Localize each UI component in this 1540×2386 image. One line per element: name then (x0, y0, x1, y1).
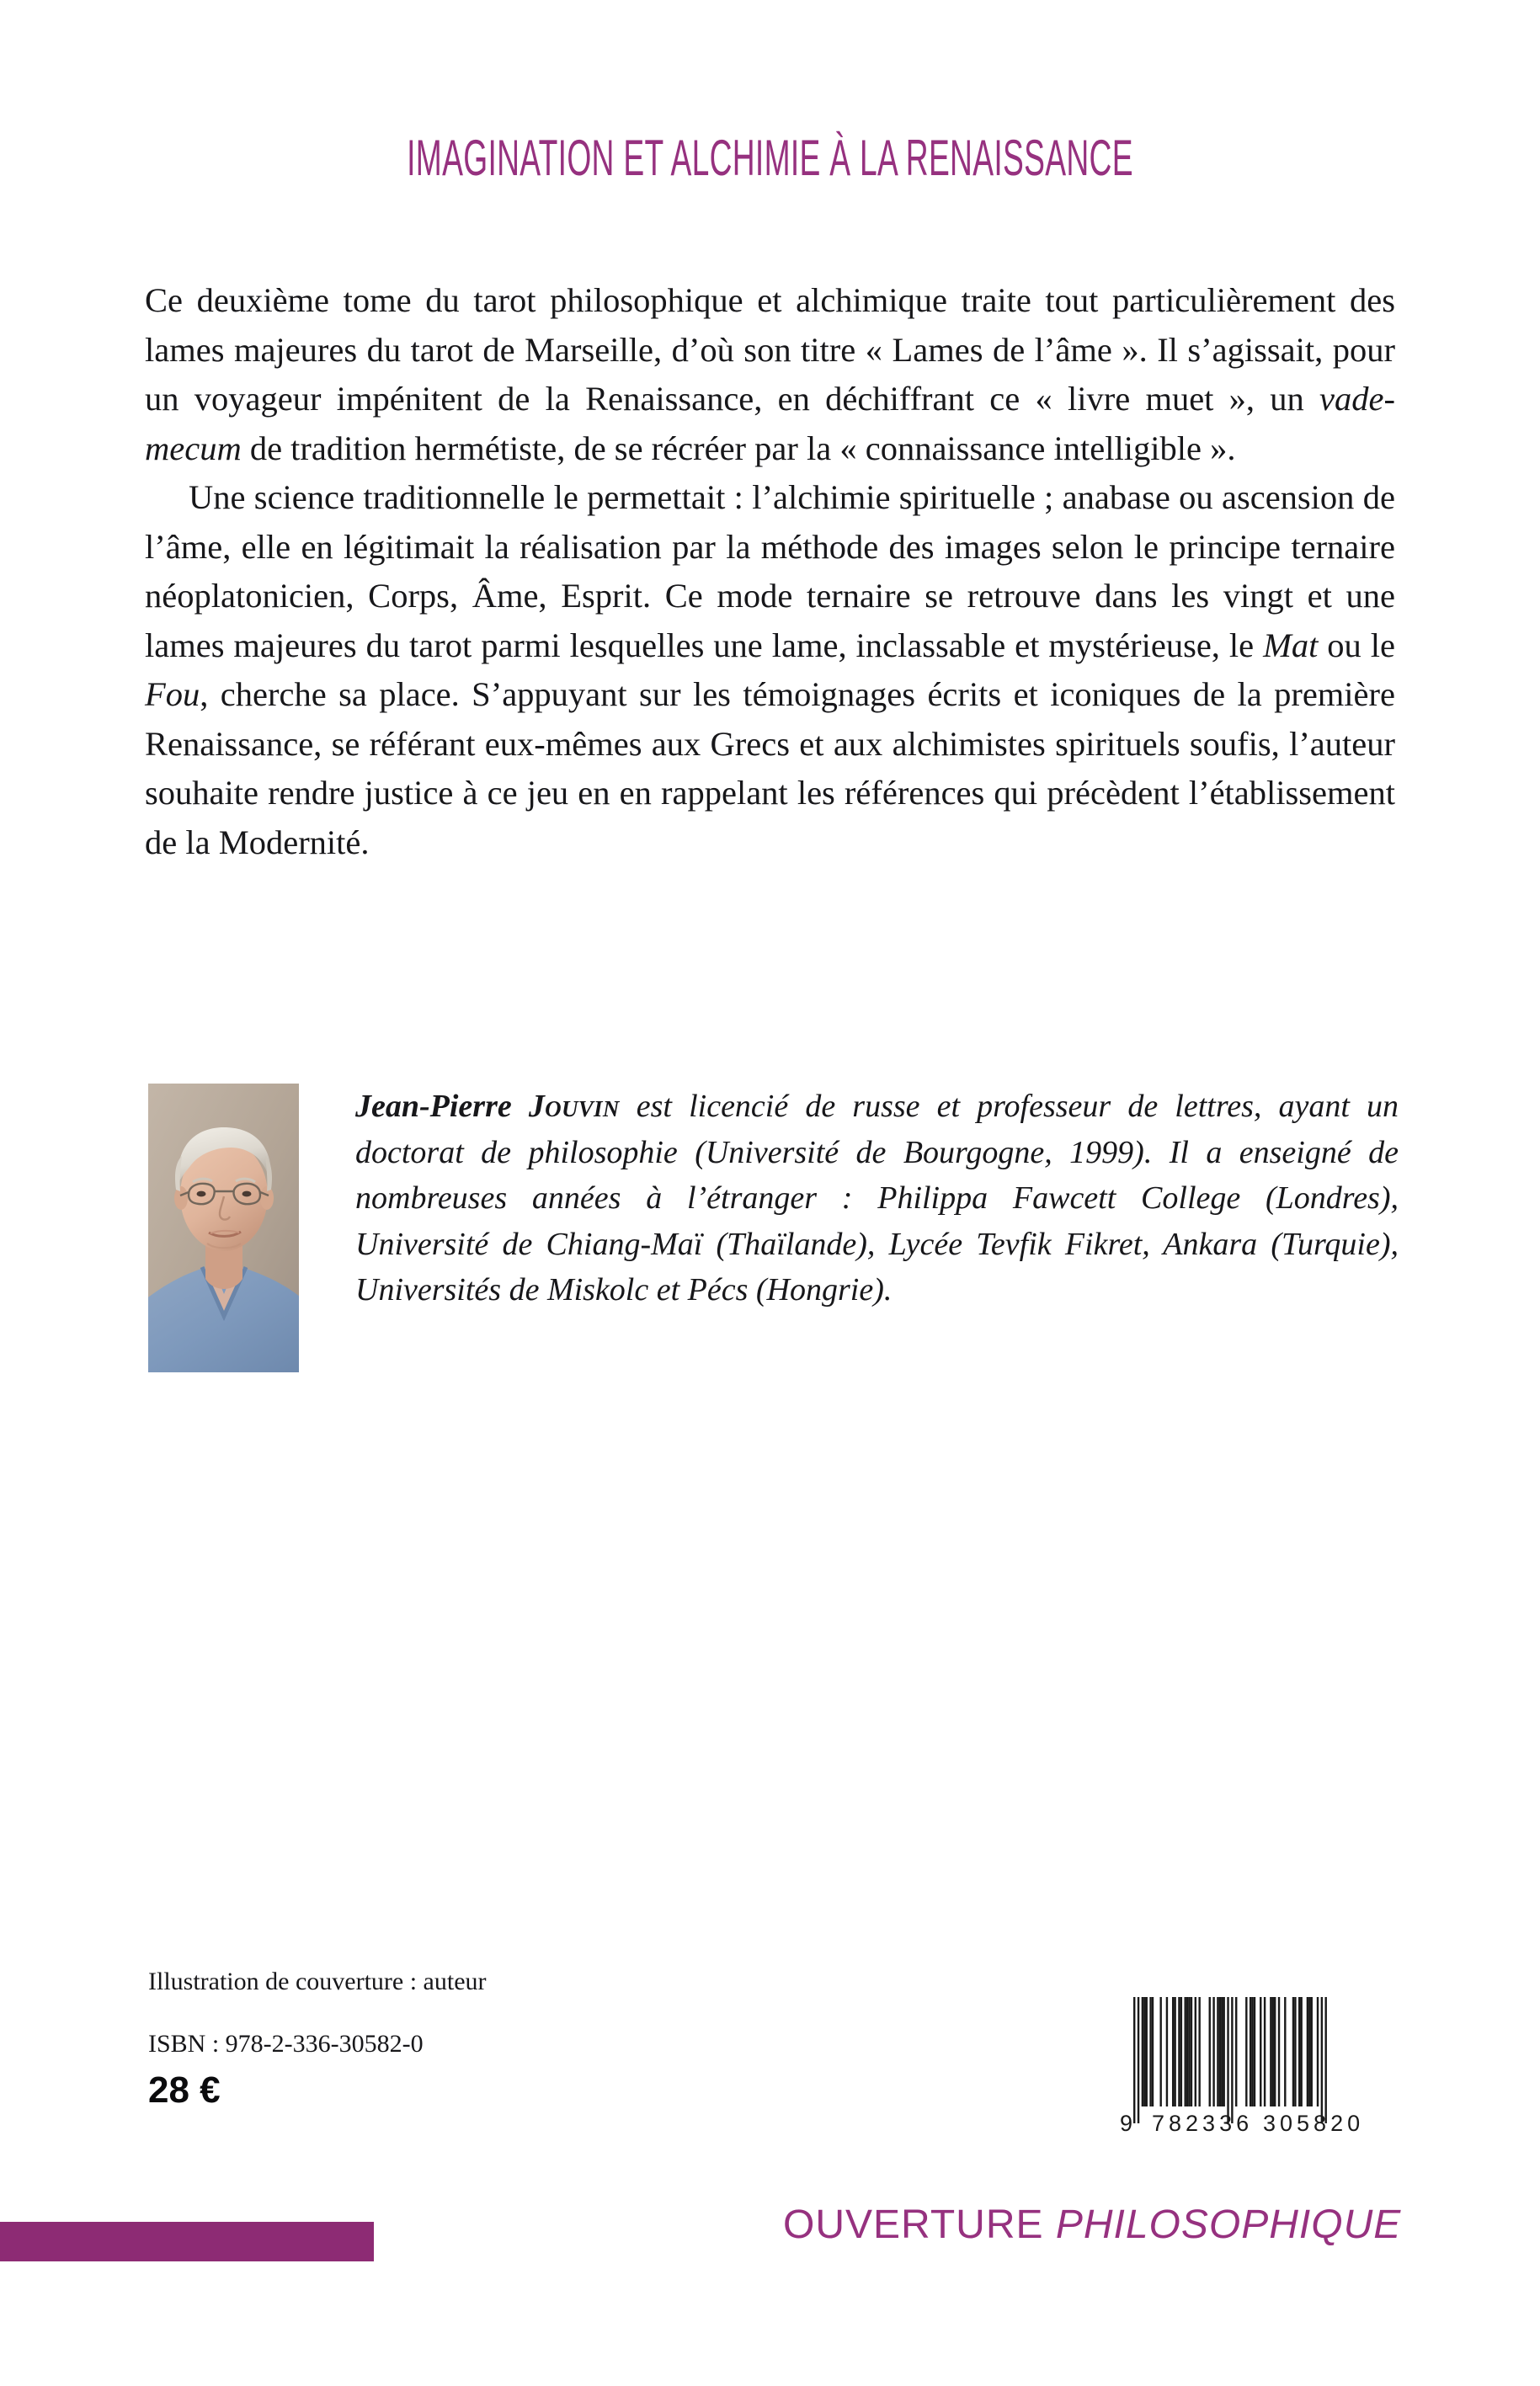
svg-text:782336: 782336 (1152, 2111, 1254, 2136)
price-label: 28 € (148, 2069, 221, 2111)
author-first-name: Jean-Pierre (355, 1089, 512, 1124)
collection-word-philosophique: PHILOSOPHIQUE (1055, 2202, 1402, 2247)
author-last-name: Jouvin (528, 1089, 620, 1124)
barcode (1095, 1955, 1372, 2136)
blurb-paragraph-1: Ce deuxième tome du tarot philosophique et alchimique traite tout particulièrement des lames majeures du tarot de Marseille, d’où son titre « Lames de l’âme ». Il s’agissait, pour un voyageur impénitent de la Renaissance, en déchiffrant ce « livre muet », un vade-mecum de tradition hermétiste, de se récréer par la « connaissance intelligible ». (145, 281, 1395, 467)
collection-word-ouverture: OUVERTURE (783, 2202, 1044, 2247)
collection-name (783, 2200, 1401, 2250)
barcode-image (1095, 1955, 1372, 2136)
svg-text:305820: 305820 (1263, 2111, 1365, 2136)
blurb-paragraph-2: Une science traditionnelle le permettait : l’alchimie spirituelle ; anabase ou ascension de l’âme, elle en légitimait la réalisation par la méthode des images selon le principe ternaire néoplatonicien, Corps, Âme, Esprit. Ce mode ternaire se retrouve dans les vingt et une lames majeures du tarot parmi lesquelles une lame, inclassable et mystérieuse, le Mat ou le Fou, cherche sa place. S’appuyant sur les témoignages écrits et iconiques de la première Renaissance, se référant eux-mêmes aux Grecs et aux alchimistes spirituels soufis, l’auteur souhaite rendre justice à ce jeu en en rappelant les références qui précèdent l’établissement de la Modernité. (145, 478, 1395, 861)
author-photo (148, 1084, 299, 1372)
isbn-text: ISBN : 978-2-336-30582-0 (148, 2030, 424, 2058)
author-portrait-image (148, 1084, 299, 1372)
page-title: IMAGINATION ET ALCHIMIE À LA RENAISSANCE (407, 130, 1133, 186)
author-bio (355, 1084, 1399, 1313)
back-cover-blurb (145, 276, 1395, 867)
svg-text:9: 9 (1120, 2111, 1133, 2136)
author-bio-text: est licencié de russe et professeur de lettres, ayant un doctorat de philosophie (Université de Bourgogne, 1999). Il a enseigné de nombreuses années à l’étranger : Philippa Fawcett College (Londres), Université de Chiang-Maï (Thaïlande), Lycée Tevfik Fikret, Ankara (Turquie), Universités de Miskolc et Pécs (Hongrie). (355, 1089, 1399, 1308)
purple-accent-bar (0, 2222, 374, 2261)
author-block (148, 1084, 1399, 1372)
illustration-credit: Illustration de couverture : auteur (148, 1968, 487, 1995)
